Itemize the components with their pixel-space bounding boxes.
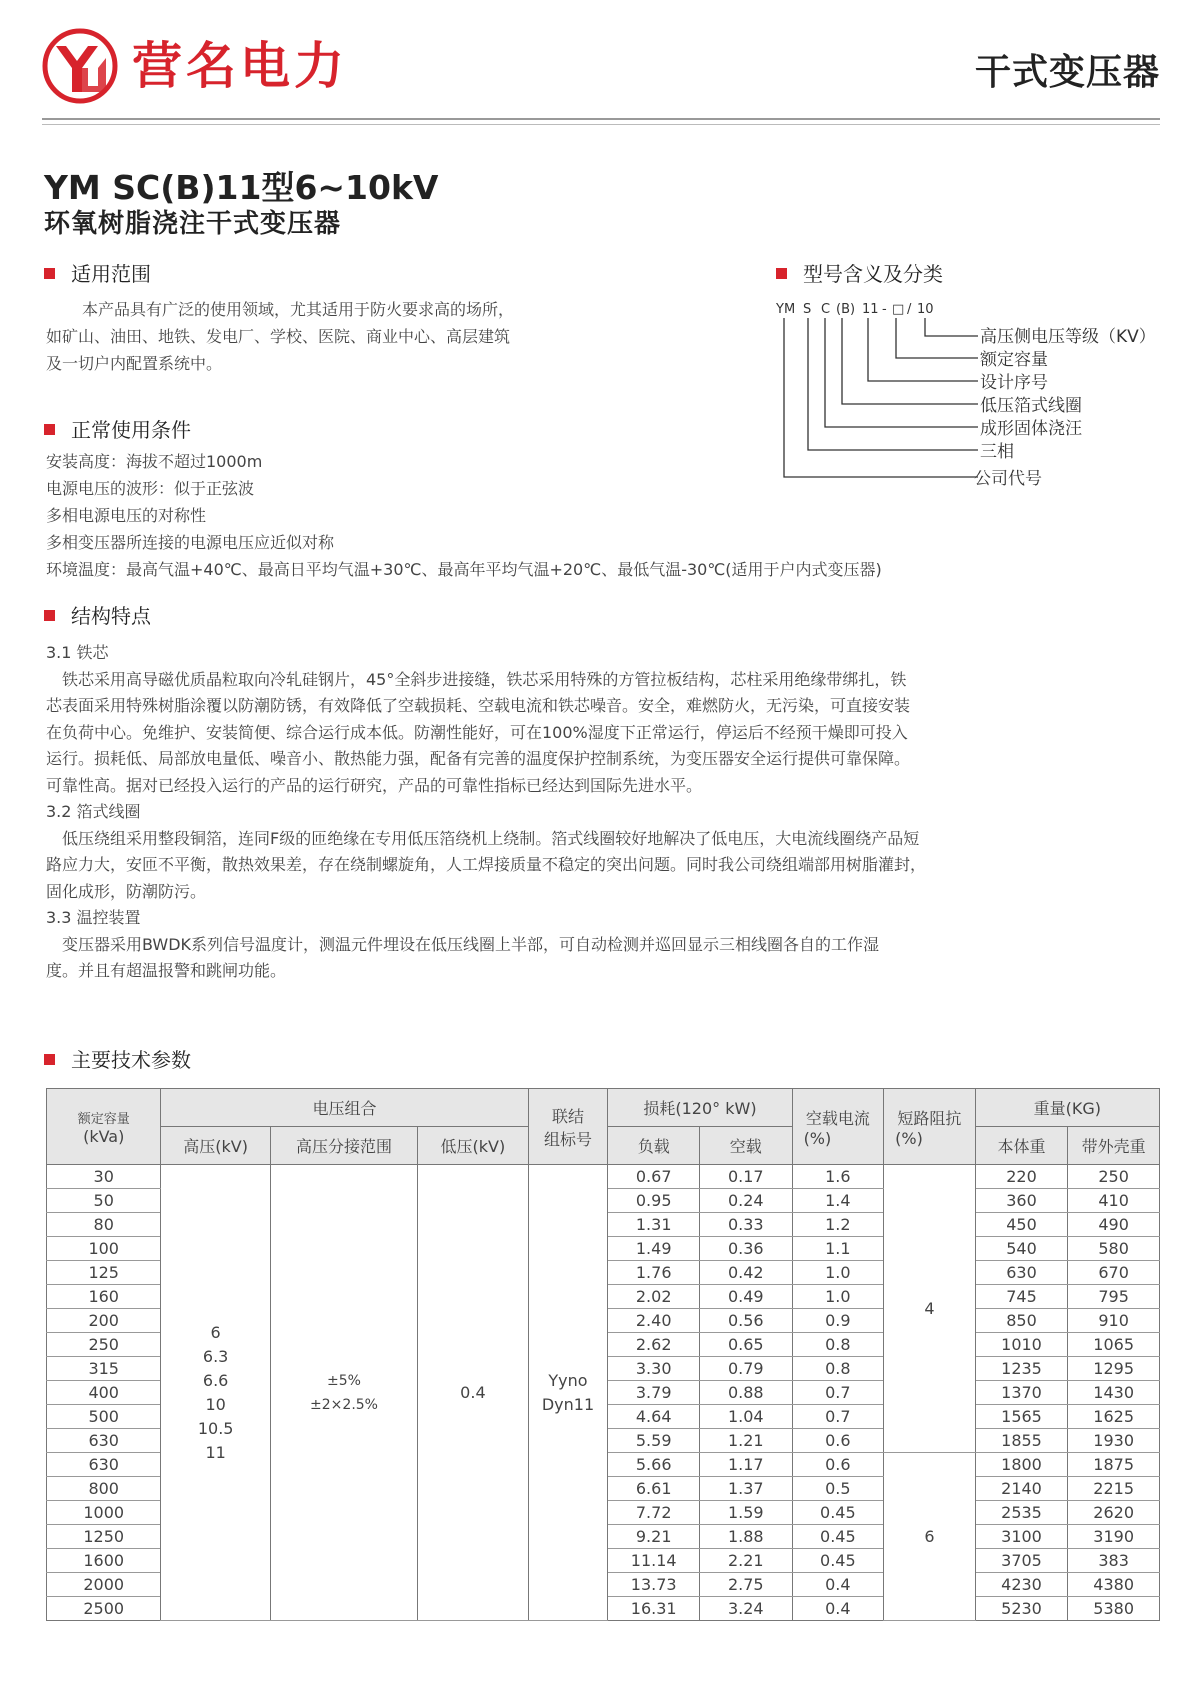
- noload-loss-cell: 0.36: [700, 1237, 793, 1261]
- red-square-bullet: [776, 268, 787, 279]
- body-weight-cell: 1855: [975, 1429, 1068, 1453]
- shell-weight-cell: 2215: [1068, 1477, 1160, 1501]
- spec-table: [46, 1088, 1160, 1621]
- noload-loss-cell: 1.88: [700, 1525, 793, 1549]
- red-square-bullet: [44, 610, 55, 621]
- shell-weight-cell: 795: [1068, 1285, 1160, 1309]
- section-heading-model: 型号含义及分类: [776, 258, 943, 287]
- scope-line: 本产品具有广泛的使用领域，尤其适用于防火要求高的场所，: [82, 300, 515, 319]
- merged-cell-line: 10: [205, 1394, 226, 1414]
- scope-text: [46, 296, 606, 377]
- noload-loss-cell: 0.24: [700, 1189, 793, 1213]
- structure-line: 固化成形，防潮防污。: [46, 881, 207, 901]
- noload-current-cell: 0.45: [792, 1549, 884, 1573]
- shell-weight-cell: 490: [1068, 1213, 1160, 1237]
- structure-line: 可靠性高。据对已经投入运行的产品的运行研究，产品的可靠性指标已经达到国际先进水平。: [46, 775, 703, 795]
- noload-current-cell: 1.0: [792, 1261, 884, 1285]
- noload-loss-cell: 1.59: [700, 1501, 793, 1525]
- noload-loss-cell: 0.49: [700, 1285, 793, 1309]
- capacity-cell: 630: [47, 1453, 161, 1477]
- model-code-slash: /: [907, 302, 912, 317]
- noload-current-cell: 1.4: [792, 1189, 884, 1213]
- impedance-cell: 6: [884, 1453, 976, 1621]
- product-subtitle: 环氧树脂浇注干式变压器: [44, 209, 342, 239]
- load-loss-cell: 3.30: [608, 1357, 700, 1381]
- model-code-10: 10: [917, 302, 934, 317]
- shell-weight-cell: 3190: [1068, 1525, 1160, 1549]
- structure-subheading: 3.1 铁芯: [46, 643, 109, 662]
- body-weight-cell: 4230: [975, 1573, 1068, 1597]
- noload-current-cell: 1.1: [792, 1237, 884, 1261]
- condition-line: 电源电压的波形：似于正弦波: [46, 479, 255, 498]
- capacity-cell: 315: [47, 1357, 161, 1381]
- model-code-s: S: [803, 302, 812, 317]
- header-load: 负载: [608, 1127, 700, 1165]
- load-loss-cell: 2.62: [608, 1333, 700, 1357]
- noload-current-cell: 0.9: [792, 1309, 884, 1333]
- noload-current-cell: 1.2: [792, 1213, 884, 1237]
- merged-cell-line: Dyn11: [541, 1394, 595, 1414]
- body-weight-cell: 3100: [975, 1525, 1068, 1549]
- capacity-cell: 1000: [47, 1501, 161, 1525]
- capacity-cell: 50: [47, 1189, 161, 1213]
- impedance-cell: 4: [884, 1165, 976, 1453]
- header-noload-current: [792, 1089, 884, 1165]
- load-loss-cell: 6.61: [608, 1477, 700, 1501]
- model-label-three-phase: 三相: [980, 442, 1014, 462]
- scope-line: 及一切户内配置系统中。: [46, 354, 223, 373]
- body-weight-cell: 850: [975, 1309, 1068, 1333]
- model-code-c: C: [821, 302, 831, 317]
- shell-weight-cell: 580: [1068, 1237, 1160, 1261]
- noload-loss-cell: 1.21: [700, 1429, 793, 1453]
- condition-line: 环境温度：最高气温+40℃、最高日平均气温+30℃、最高年平均气温+20℃、最低气温-30℃(适用于户内式变压器): [46, 560, 882, 579]
- structure-line: 低压绕组采用整段铜箔，连同F级的匝绝缘在专用低压箔绕机上绕制。箔式线圈较好地解决了低电压，大电流线圈绕产品短: [46, 828, 920, 848]
- model-label-company-code: 公司代号: [974, 469, 1042, 489]
- merged-cell-line: ±5%: [327, 1372, 361, 1389]
- capacity-cell: 1600: [47, 1549, 161, 1573]
- load-loss-cell: 1.31: [608, 1213, 700, 1237]
- capacity-cell: 200: [47, 1309, 161, 1333]
- merged-cell-line: 11: [205, 1442, 226, 1462]
- shell-weight-cell: 1875: [1068, 1453, 1160, 1477]
- header-hv: 高压(kV): [161, 1127, 270, 1165]
- noload-current-cell: 0.45: [792, 1501, 884, 1525]
- table-row: [47, 1165, 1160, 1189]
- noload-current-cell: 0.8: [792, 1333, 884, 1357]
- body-weight-cell: 540: [975, 1237, 1068, 1261]
- model-label-cast: 成形固体浇汪: [980, 419, 1082, 439]
- model-code-box: □: [892, 302, 905, 317]
- header-current-unit: (%): [803, 1128, 832, 1148]
- body-weight-cell: 2535: [975, 1501, 1068, 1525]
- structure-subheading: 3.3 温控装置: [46, 908, 141, 927]
- body-weight-cell: 5230: [975, 1597, 1068, 1621]
- noload-current-cell: 0.7: [792, 1405, 884, 1429]
- load-loss-cell: 13.73: [608, 1573, 700, 1597]
- capacity-cell: 250: [47, 1333, 161, 1357]
- spec-table-body: [47, 1165, 1160, 1621]
- noload-current-cell: 0.6: [792, 1429, 884, 1453]
- red-square-bullet: [44, 1054, 55, 1065]
- noload-current-cell: 0.4: [792, 1573, 884, 1597]
- noload-current-cell: 1.0: [792, 1285, 884, 1309]
- body-weight-cell: 360: [975, 1189, 1068, 1213]
- shell-weight-cell: 383: [1068, 1549, 1160, 1573]
- header-tap: 高压分接范围: [270, 1127, 417, 1165]
- noload-loss-cell: 3.24: [700, 1597, 793, 1621]
- capacity-cell: 630: [47, 1429, 161, 1453]
- load-loss-cell: 9.21: [608, 1525, 700, 1549]
- header-lv: 低压(kV): [418, 1127, 528, 1165]
- header-noload: 空载: [700, 1127, 793, 1165]
- model-code-b: (B): [836, 302, 856, 317]
- shell-weight-cell: 1295: [1068, 1357, 1160, 1381]
- header-capacity: [47, 1089, 161, 1165]
- capacity-cell: 100: [47, 1237, 161, 1261]
- shell-weight-cell: 410: [1068, 1189, 1160, 1213]
- load-loss-cell: 0.67: [608, 1165, 700, 1189]
- body-weight-cell: 450: [975, 1213, 1068, 1237]
- capacity-cell: 160: [47, 1285, 161, 1309]
- shell-weight-cell: 250: [1068, 1165, 1160, 1189]
- load-loss-cell: 11.14: [608, 1549, 700, 1573]
- structure-text: [46, 640, 1156, 985]
- load-loss-cell: 0.95: [608, 1189, 700, 1213]
- load-loss-cell: 7.72: [608, 1501, 700, 1525]
- header-body-weight: 本体重: [975, 1127, 1068, 1165]
- header-impedance: [884, 1089, 976, 1165]
- shell-weight-cell: 1430: [1068, 1381, 1160, 1405]
- section-heading-structure: 结构特点: [44, 600, 151, 629]
- load-loss-cell: 2.02: [608, 1285, 700, 1309]
- load-loss-cell: 5.66: [608, 1453, 700, 1477]
- noload-current-cell: 0.5: [792, 1477, 884, 1501]
- capacity-cell: 1250: [47, 1525, 161, 1549]
- lv-cell: 0.4: [418, 1165, 528, 1621]
- noload-loss-cell: 0.33: [700, 1213, 793, 1237]
- merged-cell-line: ±2×2.5%: [310, 1396, 378, 1413]
- load-loss-cell: 4.64: [608, 1405, 700, 1429]
- load-loss-cell: 5.59: [608, 1429, 700, 1453]
- noload-loss-cell: 2.21: [700, 1549, 793, 1573]
- section-heading-conditions: 正常使用条件: [44, 414, 191, 443]
- header-connection-label2: 组标号: [543, 1129, 592, 1149]
- model-label-hv-voltage: 高压侧电压等级（KV）: [980, 327, 1156, 347]
- header-connection-label: 联结: [551, 1106, 584, 1126]
- header-impedance-unit: (%): [895, 1128, 923, 1148]
- model-label-foil-coil: 低压箔式线圈: [980, 396, 1082, 416]
- noload-loss-cell: 0.17: [700, 1165, 793, 1189]
- structure-line: 在负荷中心。免维护、安装简便、综合运行成本低。防潮性能好，可在100%湿度下正常运行，停运后不经预干燥即可投入: [46, 722, 908, 742]
- scope-line: 如矿山、油田、地铁、发电厂、学校、医院、商业中心、高层建筑: [46, 327, 511, 346]
- section-heading-scope: 适用范围: [44, 258, 151, 287]
- body-weight-cell: 2140: [975, 1477, 1068, 1501]
- shell-weight-cell: 2620: [1068, 1501, 1160, 1525]
- header-divider: [42, 118, 1160, 120]
- section-heading-params: 主要技术参数: [44, 1044, 191, 1073]
- body-weight-cell: 220: [975, 1165, 1068, 1189]
- noload-loss-cell: 1.17: [700, 1453, 793, 1477]
- noload-current-cell: 0.6: [792, 1453, 884, 1477]
- company-logo: [42, 28, 118, 104]
- brand-name: 营名电力: [132, 36, 348, 95]
- merged-cell-line: Yyno: [548, 1370, 588, 1390]
- capacity-cell: 30: [47, 1165, 161, 1189]
- header-shell-weight: 带外壳重: [1068, 1127, 1160, 1165]
- product-category: 干式变压器: [974, 52, 1160, 93]
- capacity-cell: 800: [47, 1477, 161, 1501]
- body-weight-cell: 1370: [975, 1381, 1068, 1405]
- product-title: YM SC(B)11型6~10kV: [44, 168, 439, 207]
- capacity-cell: 2500: [47, 1597, 161, 1621]
- shell-weight-cell: 5380: [1068, 1597, 1160, 1621]
- load-loss-cell: 1.76: [608, 1261, 700, 1285]
- structure-line: 度。并且有超温报警和跳闸功能。: [46, 961, 287, 980]
- noload-loss-cell: 1.04: [700, 1405, 793, 1429]
- noload-loss-cell: 0.79: [700, 1357, 793, 1381]
- structure-line: 铁芯采用高导磁优质晶粒取向冷轧硅钢片，45°全斜步进接缝，铁芯采用特殊的方管拉板结构，芯柱采用绝缘带绑扎，铁: [46, 669, 907, 689]
- noload-loss-cell: 0.56: [700, 1309, 793, 1333]
- model-code-dash: -: [882, 302, 887, 317]
- structure-line: 运行。损耗低、局部放电量低、噪音小、散热能力强，配备有完善的温度保护控制系统，为变压器安全运行提供可靠保障。: [46, 749, 911, 768]
- header-capacity-label: 额定容量: [77, 1111, 130, 1127]
- red-square-bullet: [44, 424, 55, 435]
- merged-cell-line: 6: [210, 1322, 221, 1342]
- model-label-capacity: 额定容量: [980, 350, 1048, 370]
- merged-cell-line: 6.3: [202, 1346, 229, 1366]
- noload-loss-cell: 0.88: [700, 1381, 793, 1405]
- red-square-bullet: [44, 268, 55, 279]
- load-loss-cell: 3.79: [608, 1381, 700, 1405]
- load-loss-cell: 16.31: [608, 1597, 700, 1621]
- structure-line: 芯表面采用特殊树脂涂覆以防潮防锈，有效降低了空载损耗、空载电流和铁芯噪音。安全，难燃防火，无污染，可直接安装: [46, 696, 911, 715]
- merged-cell-line: 6.6: [202, 1370, 229, 1390]
- load-loss-cell: 2.40: [608, 1309, 700, 1333]
- structure-subheading: 3.2 箔式线圈: [46, 802, 141, 821]
- body-weight-cell: 1565: [975, 1405, 1068, 1429]
- body-weight-cell: 1235: [975, 1357, 1068, 1381]
- header-voltage-combo: 电压组合: [161, 1089, 528, 1127]
- body-weight-cell: 630: [975, 1261, 1068, 1285]
- model-label-design-no: 设计序号: [980, 373, 1048, 393]
- noload-loss-cell: 1.37: [700, 1477, 793, 1501]
- condition-line: 多相变压器所连接的电源电压应近似对称: [46, 533, 335, 552]
- capacity-cell: 125: [47, 1261, 161, 1285]
- header-connection: [528, 1089, 608, 1165]
- structure-line: 变压器采用BWDK系列信号温度计，测温元件埋设在低压线圈上半部，可自动检测并巡回显示三相线圈各自的工作湿: [46, 934, 880, 954]
- load-loss-cell: 1.49: [608, 1237, 700, 1261]
- header-current-label: 空载电流: [805, 1108, 870, 1128]
- body-weight-cell: 1800: [975, 1453, 1068, 1477]
- shell-weight-cell: 910: [1068, 1309, 1160, 1333]
- connection-cell: [528, 1165, 608, 1621]
- capacity-cell: 500: [47, 1405, 161, 1429]
- shell-weight-cell: 1065: [1068, 1333, 1160, 1357]
- noload-current-cell: 0.8: [792, 1357, 884, 1381]
- capacity-cell: 80: [47, 1213, 161, 1237]
- structure-line: 路应力大，安匝不平衡，散热效果差，存在绕制螺旋角，人工焊接质量不稳定的突出问题。同时我公司绕组端部用树脂灌封，: [46, 855, 927, 874]
- condition-line: 多相电源电压的对称性: [46, 506, 207, 525]
- capacity-cell: 400: [47, 1381, 161, 1405]
- shell-weight-cell: 1625: [1068, 1405, 1160, 1429]
- noload-current-cell: 1.6: [792, 1165, 884, 1189]
- shell-weight-cell: 4380: [1068, 1573, 1160, 1597]
- merged-cell-line: 10.5: [197, 1418, 234, 1438]
- body-weight-cell: 3705: [975, 1549, 1068, 1573]
- header-divider-thin: [42, 124, 1160, 125]
- header-weight: 重量(KG): [975, 1089, 1159, 1127]
- noload-loss-cell: 0.65: [700, 1333, 793, 1357]
- noload-current-cell: 0.45: [792, 1525, 884, 1549]
- tap-cell: [270, 1165, 417, 1621]
- body-weight-cell: 1010: [975, 1333, 1068, 1357]
- model-code-yM: YM: [776, 302, 796, 317]
- header-impedance-label: 短路阻抗: [897, 1108, 962, 1128]
- noload-current-cell: 0.7: [792, 1381, 884, 1405]
- body-weight-cell: 745: [975, 1285, 1068, 1309]
- shell-weight-cell: 1930: [1068, 1429, 1160, 1453]
- conditions-text: [46, 448, 1156, 583]
- hv-cell: [161, 1165, 270, 1621]
- model-code-11: 11: [862, 302, 879, 317]
- header-loss: 损耗(120° kW): [608, 1089, 792, 1127]
- noload-loss-cell: 0.42: [700, 1261, 793, 1285]
- condition-line: 安装高度：海拔不超过1000m: [46, 452, 263, 471]
- noload-loss-cell: 2.75: [700, 1573, 793, 1597]
- noload-current-cell: 0.4: [792, 1597, 884, 1621]
- capacity-cell: 2000: [47, 1573, 161, 1597]
- shell-weight-cell: 670: [1068, 1261, 1160, 1285]
- header-capacity-unit: (kVa): [83, 1126, 125, 1146]
